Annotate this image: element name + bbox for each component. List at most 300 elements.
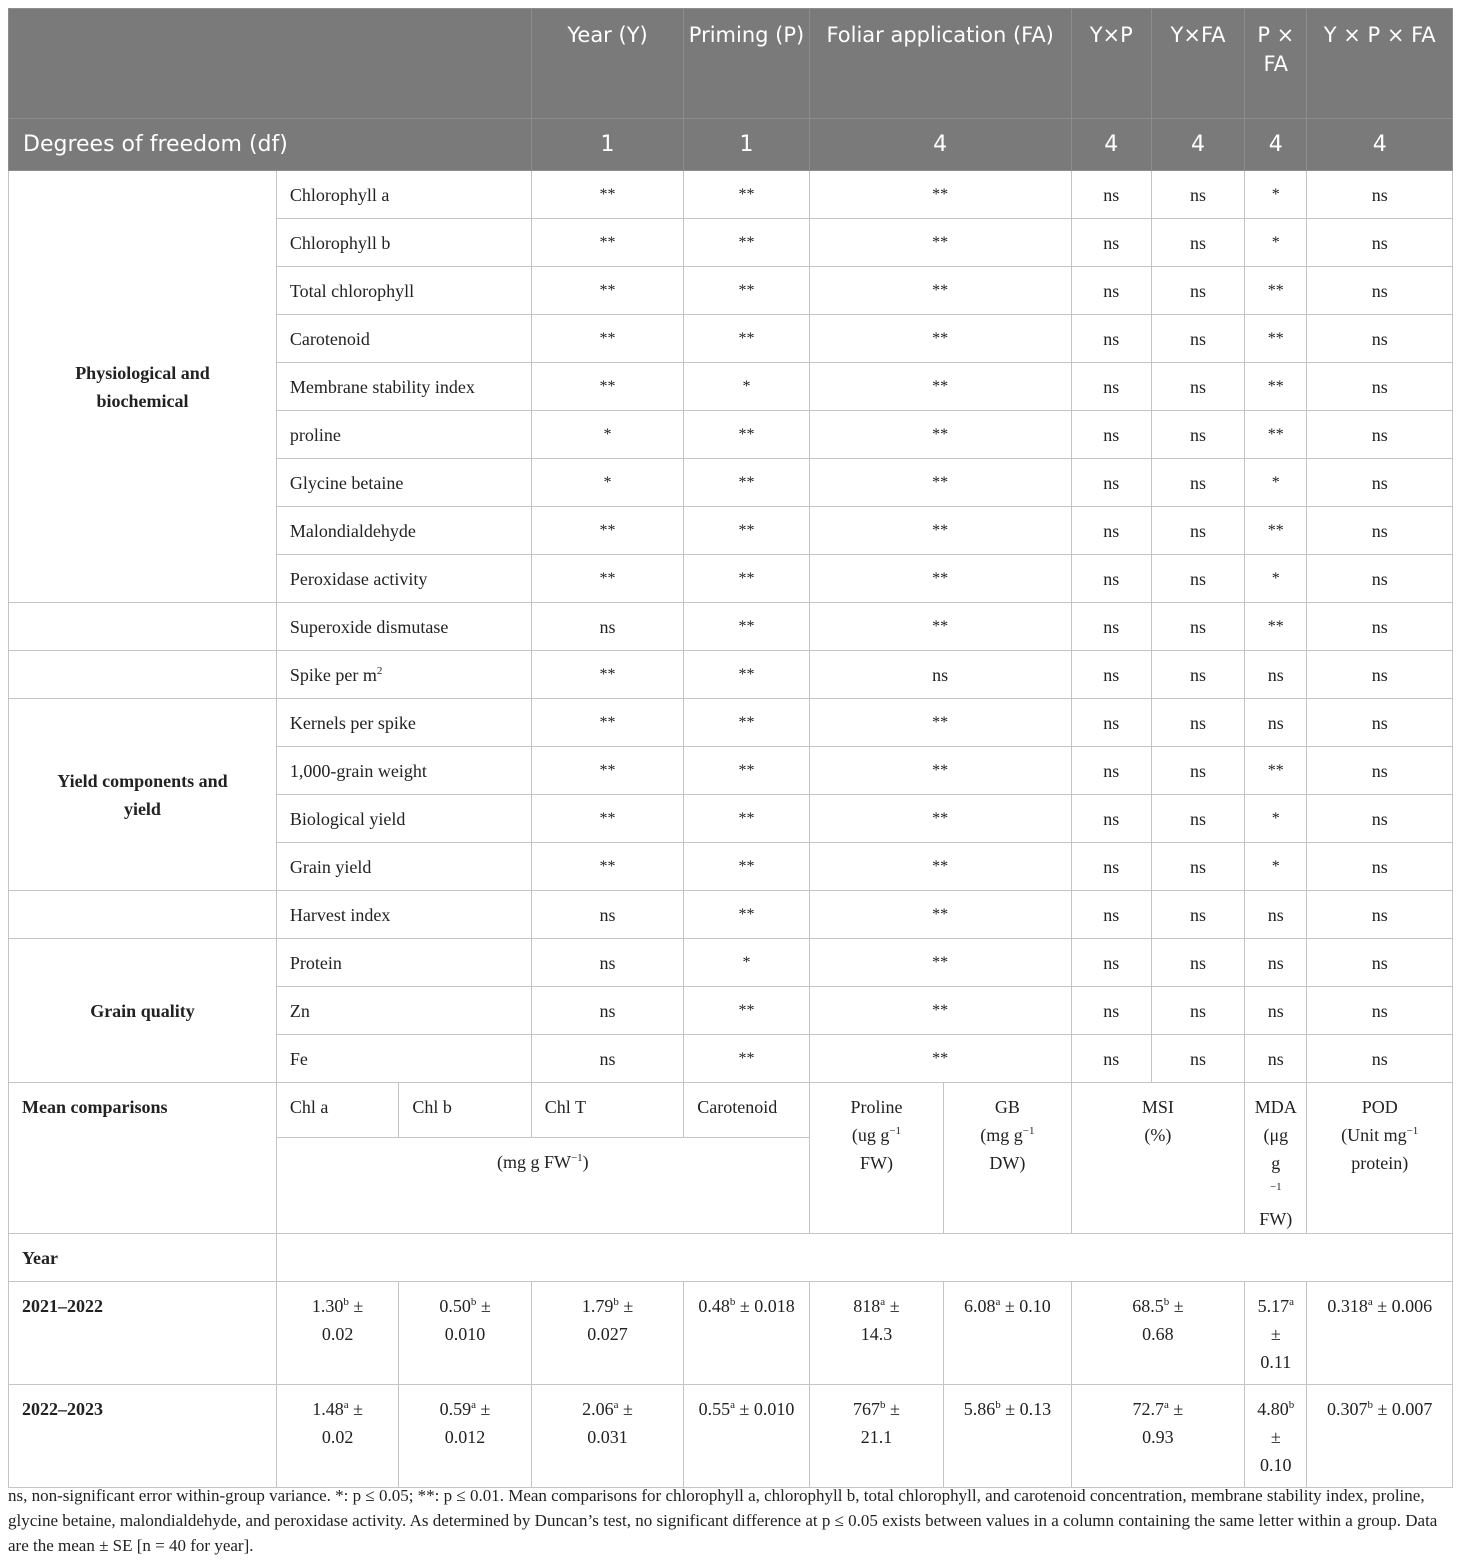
se-value: 0.68 [1142, 1324, 1174, 1344]
letter: b [613, 1296, 619, 1308]
table-row [9, 939, 1453, 987]
sig-cell: ns [1307, 651, 1453, 699]
sig-cell: ns [1071, 603, 1151, 651]
mda-unit-2: g [1271, 1153, 1281, 1173]
variable-name: Glycine betaine [276, 459, 531, 507]
sig-cell: ns [1307, 1035, 1453, 1083]
sig-cell: ** [809, 507, 1071, 555]
pigment-unit [276, 1137, 809, 1233]
sig-cell: ** [809, 603, 1071, 651]
year-label: Year [9, 1234, 277, 1282]
sig-cell: ns [1071, 171, 1151, 219]
mean-cell [1071, 1385, 1245, 1488]
mean-value: 0.48 [698, 1296, 730, 1316]
variable-name: Malondialdehyde [276, 507, 531, 555]
sig-cell: ns [1307, 891, 1453, 939]
table-row [9, 651, 1453, 699]
sig-cell: ns [1151, 459, 1244, 507]
sig-cell: ns [1151, 987, 1244, 1035]
sig-cell: ns [1151, 363, 1244, 411]
pm: ± [348, 1399, 363, 1419]
sig-cell: ** [809, 267, 1071, 315]
sig-cell: ** [531, 267, 684, 315]
pod-unit-2: protein) [1351, 1153, 1409, 1173]
sig-cell: ** [684, 411, 809, 459]
mean-value: 1.48 [312, 1399, 344, 1419]
df-yxp: 4 [1071, 119, 1151, 171]
mean-cell [1307, 1385, 1453, 1488]
sig-cell: ** [684, 747, 809, 795]
mean-value: 2.06 [582, 1399, 614, 1419]
mean-cell [531, 1385, 684, 1488]
sig-cell: ** [531, 555, 684, 603]
sig-cell: ns [1307, 267, 1453, 315]
sig-cell: ** [684, 1035, 809, 1083]
sig-cell: ns [1071, 315, 1151, 363]
proline-unit: (ug g [851, 1125, 890, 1145]
variable-name: 1,000-grain weight [276, 747, 531, 795]
letter: b [343, 1296, 349, 1308]
sig-cell: ns [1071, 699, 1151, 747]
sig-cell: ns [1307, 747, 1453, 795]
header-pxfa: P × FA [1245, 9, 1307, 119]
pigment-unit-close: ) [582, 1151, 589, 1172]
variable-name: Protein [276, 939, 531, 987]
variable-name: Zn [276, 987, 531, 1035]
sig-cell: ** [809, 555, 1071, 603]
mean-col-chlb: Chl b [399, 1083, 531, 1138]
sig-cell: ** [809, 1035, 1071, 1083]
variable-name-text: Spike per m [289, 664, 377, 685]
variable-name: Kernels per spike [276, 699, 531, 747]
mean-value: 818 [853, 1296, 881, 1316]
mean-value: 4.80 [1257, 1399, 1289, 1419]
mean-col-msi [1071, 1083, 1245, 1234]
letter: b [880, 1399, 886, 1411]
header-empty [9, 9, 532, 119]
sig-cell: ** [809, 987, 1071, 1035]
sig-cell: ns [1307, 315, 1453, 363]
sig-cell: ns [1071, 411, 1151, 459]
mean-cell [809, 1282, 943, 1385]
sig-cell: ** [684, 315, 809, 363]
superscript: −1 [1406, 1125, 1419, 1137]
sig-cell: ns [1307, 219, 1453, 267]
pm: ± [1270, 1427, 1281, 1447]
mean-value: 0.50 [439, 1296, 471, 1316]
se-value: 0.027 [587, 1324, 628, 1344]
group-empty [9, 651, 277, 699]
sig-cell: ns [1307, 843, 1453, 891]
header-foliar: Foliar application (FA) [809, 9, 1071, 119]
pm: ± [1270, 1324, 1281, 1344]
sig-cell: ns [1151, 699, 1244, 747]
sig-cell: ** [1245, 315, 1307, 363]
superscript: −1 [1022, 1125, 1035, 1137]
mean-value: 0.318 [1327, 1296, 1368, 1316]
sig-cell: ns [1071, 267, 1151, 315]
df-year: 1 [531, 119, 684, 171]
sig-cell: ns [1071, 795, 1151, 843]
mean-col-proline [809, 1083, 943, 1234]
year-header-empty [276, 1234, 1452, 1282]
mean-cell [1245, 1385, 1307, 1488]
sig-cell: ns [1071, 219, 1151, 267]
mda-unit-3: FW) [1259, 1209, 1293, 1229]
sig-cell: ns [1151, 603, 1244, 651]
table-row [9, 891, 1453, 939]
superscript: −1 [1269, 1181, 1282, 1193]
pm: ± [476, 1399, 491, 1419]
sig-cell: ns [1307, 555, 1453, 603]
pm: ± [476, 1296, 491, 1316]
sig-cell: ns [1245, 651, 1307, 699]
mean-value: 1.79 [581, 1296, 614, 1316]
sig-cell: ns [1151, 795, 1244, 843]
sig-cell: * [1245, 795, 1307, 843]
letter: a [1289, 1296, 1294, 1308]
superscript: 2 [376, 664, 383, 677]
table-footnote: ns, non-significant error within-group variance. *: p ≤ 0.05; **: p ≤ 0.01. Mean comparisons for chlorophyll a, chlorophyll b, total chlorophyll, and carotenoid concentration, membrane stability index, proline, glycine betaine, malondialdehyde, and peroxidase activity. As determined by Duncan’s test, no significant difference at p ≤ 0.05 exists between values in a column containing the same letter within a group. Data are the mean ± SE [n = 40 for year]. [8, 1486, 1438, 1555]
group-physio: Physiological and biochemical [9, 171, 277, 603]
variable-name: Membrane stability index [276, 363, 531, 411]
sig-cell: ** [531, 795, 684, 843]
letter: a [995, 1296, 1001, 1308]
mean-col-gb [944, 1083, 1071, 1234]
sig-cell: * [531, 411, 684, 459]
sig-cell: * [1245, 171, 1307, 219]
se-value: 0.012 [444, 1427, 486, 1447]
pm: ± [618, 1399, 633, 1419]
gb-label: GB [994, 1097, 1020, 1117]
sig-cell: ns [1071, 1035, 1151, 1083]
sig-cell: ns [1307, 699, 1453, 747]
sig-cell: ** [684, 507, 809, 555]
variable-name: Superoxide dismutase [276, 603, 531, 651]
sig-cell: ** [809, 219, 1071, 267]
mean-cell [944, 1385, 1071, 1488]
proline-label: Proline [850, 1097, 903, 1117]
sig-cell: ** [531, 507, 684, 555]
sig-cell: ns [1071, 747, 1151, 795]
se-value: 0.02 [321, 1427, 354, 1447]
variable-name [276, 651, 531, 699]
year-row-label: 2022–2023 [9, 1385, 277, 1488]
letter: b [729, 1296, 736, 1308]
mda-label: MDA [1254, 1097, 1297, 1117]
df-row [9, 119, 1453, 171]
header-row [9, 9, 1453, 119]
sig-cell: ** [531, 219, 684, 267]
df-foliar: 4 [809, 119, 1071, 171]
mean-value: 767 [853, 1399, 880, 1419]
mean-value: 0.55 [698, 1399, 731, 1419]
sig-cell: ** [809, 939, 1071, 987]
sig-cell: ** [531, 699, 684, 747]
se-value: 0.93 [1142, 1427, 1174, 1447]
header-yxp: Y×P [1071, 9, 1151, 119]
mean-col-chlt: Chl T [531, 1083, 684, 1138]
group-empty [9, 603, 277, 651]
pigment-unit-text: (mg g FW [496, 1151, 571, 1172]
letter: a [1164, 1399, 1169, 1411]
sig-cell: ** [531, 747, 684, 795]
sig-cell: ns [1151, 939, 1244, 987]
se-value: 0.010 [444, 1324, 486, 1344]
sig-cell: ** [1245, 507, 1307, 555]
sig-cell: ns [1071, 987, 1151, 1035]
msi-label: MSI [1141, 1097, 1174, 1117]
sig-cell: ns [1307, 171, 1453, 219]
sig-cell: ns [1151, 315, 1244, 363]
mean-header-row [9, 1083, 1453, 1138]
pm: ± [348, 1296, 364, 1316]
year-row [9, 1282, 1453, 1385]
letter: a [1367, 1296, 1373, 1308]
sig-cell: ** [684, 651, 809, 699]
sig-cell: * [684, 939, 809, 987]
sig-cell: ns [1307, 459, 1453, 507]
table-row [9, 603, 1453, 651]
year-row [9, 1385, 1453, 1488]
year-header-row [9, 1234, 1453, 1282]
df-priming: 1 [684, 119, 809, 171]
letter: b [1367, 1399, 1373, 1411]
df-label: Degrees of freedom (df) [9, 119, 532, 171]
se-value: 0.11 [1260, 1352, 1292, 1372]
header-yxpxfa: Y × P × FA [1307, 9, 1453, 119]
sig-cell: ** [531, 315, 684, 363]
sig-cell: ns [531, 987, 684, 1035]
mean-value: 0.59 [439, 1399, 472, 1419]
letter: a [880, 1296, 886, 1308]
year-row-label: 2021–2022 [9, 1282, 277, 1385]
sig-cell: ** [1245, 603, 1307, 651]
sig-cell: ns [1151, 1035, 1244, 1083]
df-yxpxfa: 4 [1307, 119, 1453, 171]
mean-cell [276, 1282, 398, 1385]
letter: b [995, 1399, 1001, 1411]
sig-cell: ns [1307, 939, 1453, 987]
se-value: ± 0.018 [735, 1296, 795, 1316]
sig-cell: ** [684, 219, 809, 267]
mean-col-mda [1245, 1083, 1307, 1234]
variable-name: Harvest index [276, 891, 531, 939]
mean-col-pod [1307, 1083, 1453, 1234]
letter: a [613, 1399, 619, 1411]
sig-cell: ** [684, 555, 809, 603]
anova-table [8, 8, 1453, 1488]
group-yield: Yield components and yield [9, 699, 277, 891]
sig-cell: ** [531, 843, 684, 891]
sig-cell: ** [809, 891, 1071, 939]
variable-name: Peroxidase activity [276, 555, 531, 603]
sig-cell: ns [1151, 891, 1244, 939]
gb-unit-2: DW) [989, 1153, 1026, 1173]
sig-cell: ** [531, 651, 684, 699]
se-value: 14.3 [860, 1324, 893, 1344]
sig-cell: ns [531, 891, 684, 939]
sig-cell: ns [1307, 603, 1453, 651]
mean-value: 6.08 [964, 1296, 996, 1316]
sig-cell: ns [1151, 171, 1244, 219]
sig-cell: ** [684, 891, 809, 939]
sig-cell: ** [809, 363, 1071, 411]
letter: b [470, 1296, 477, 1308]
letter: b [1288, 1399, 1295, 1411]
pm: ± [1168, 1399, 1184, 1419]
sig-cell: ns [531, 1035, 684, 1083]
sig-cell: ns [531, 603, 684, 651]
sig-cell: ns [1151, 651, 1244, 699]
sig-cell: * [1245, 459, 1307, 507]
sig-cell: ns [1071, 363, 1151, 411]
mean-cell [684, 1385, 809, 1488]
sig-cell: ** [684, 267, 809, 315]
sig-cell: ns [1151, 507, 1244, 555]
variable-name: Chlorophyll a [276, 171, 531, 219]
gb-unit: (mg g [980, 1125, 1023, 1145]
superscript: −1 [570, 1151, 583, 1164]
sig-cell: ns [1245, 1035, 1307, 1083]
sig-cell: ** [809, 315, 1071, 363]
variable-name: Chlorophyll b [276, 219, 531, 267]
table-row [9, 171, 1453, 219]
sig-cell: ** [809, 795, 1071, 843]
se-value: 0.031 [587, 1427, 628, 1447]
sig-cell: ** [684, 603, 809, 651]
sig-cell: * [1245, 555, 1307, 603]
sig-cell: ns [1151, 843, 1244, 891]
mean-cell [1307, 1282, 1453, 1385]
header-year: Year (Y) [531, 9, 684, 119]
se-value: ± 0.006 [1372, 1296, 1433, 1316]
mean-cell [399, 1282, 531, 1385]
sig-cell: ns [1307, 507, 1453, 555]
sig-cell: ** [809, 699, 1071, 747]
sig-cell: ns [1071, 891, 1151, 939]
sig-cell: ns [1151, 267, 1244, 315]
variable-name: Total chlorophyll [276, 267, 531, 315]
sig-cell: ** [531, 363, 684, 411]
sig-cell: ** [1245, 363, 1307, 411]
sig-cell: ns [1071, 507, 1151, 555]
se-value: ± 0.007 [1373, 1399, 1433, 1419]
variable-name: Grain yield [276, 843, 531, 891]
proline-unit-2: FW) [859, 1153, 893, 1173]
mean-cell [1071, 1282, 1245, 1385]
sig-cell: ns [1151, 411, 1244, 459]
sig-cell: * [531, 459, 684, 507]
sig-cell: ** [684, 987, 809, 1035]
sig-cell: ns [809, 651, 1071, 699]
sig-cell: ns [1307, 363, 1453, 411]
variable-name: Carotenoid [276, 315, 531, 363]
sig-cell: ns [1071, 843, 1151, 891]
pm: ± [1169, 1296, 1184, 1316]
sig-cell: ns [1245, 987, 1307, 1035]
mean-col-carotenoid: Carotenoid [684, 1083, 809, 1138]
header-yxfa: Y×FA [1151, 9, 1244, 119]
mean-value: 5.17 [1257, 1296, 1290, 1316]
superscript: −1 [889, 1125, 902, 1137]
sig-cell: ns [1245, 939, 1307, 987]
sig-cell: ** [809, 171, 1071, 219]
sig-cell: ** [809, 459, 1071, 507]
sig-cell: ** [1245, 747, 1307, 795]
sig-cell: ns [1071, 555, 1151, 603]
sig-cell: ** [1245, 267, 1307, 315]
table-row [9, 699, 1453, 747]
sig-cell: ** [809, 411, 1071, 459]
sig-cell: ns [1307, 987, 1453, 1035]
sig-cell: ns [1245, 891, 1307, 939]
letter: a [343, 1399, 349, 1411]
letter: a [730, 1399, 735, 1411]
group-empty [9, 891, 277, 939]
letter: a [471, 1399, 477, 1411]
mean-cell [276, 1385, 398, 1488]
group-quality: Grain quality [9, 939, 277, 1083]
sig-cell: ns [1151, 747, 1244, 795]
mean-cell [684, 1282, 809, 1385]
se-value: ± 0.10 [1000, 1296, 1051, 1316]
sig-cell: ** [684, 843, 809, 891]
sig-cell: ** [809, 843, 1071, 891]
df-yxfa: 4 [1151, 119, 1244, 171]
sig-cell: ** [684, 795, 809, 843]
pod-label: POD [1361, 1097, 1398, 1117]
mean-value: 68.5 [1132, 1296, 1164, 1316]
df-pxfa: 4 [1245, 119, 1307, 171]
msi-unit: (%) [1144, 1125, 1172, 1145]
variable-name: Fe [276, 1035, 531, 1083]
sig-cell: ns [1071, 939, 1151, 987]
sig-cell: ** [684, 171, 809, 219]
mean-col-chla: Chl a [276, 1083, 398, 1138]
sig-cell: ns [1151, 555, 1244, 603]
sig-cell: * [1245, 843, 1307, 891]
se-value: 0.10 [1260, 1455, 1292, 1475]
pm: ± [885, 1296, 900, 1316]
letter: b [1163, 1296, 1170, 1308]
mean-cell [531, 1282, 684, 1385]
mean-comparisons-label: Mean comparisons [9, 1083, 277, 1234]
sig-cell: ns [1307, 411, 1453, 459]
sig-cell: ** [684, 699, 809, 747]
sig-cell: ** [809, 747, 1071, 795]
sig-cell: ns [1307, 795, 1453, 843]
sig-cell: * [1245, 219, 1307, 267]
mean-cell [809, 1385, 943, 1488]
sig-cell: ** [531, 171, 684, 219]
mean-cell [1245, 1282, 1307, 1385]
mean-cell [944, 1282, 1071, 1385]
mda-unit: (μg [1263, 1125, 1289, 1145]
mean-value: 72.7 [1132, 1399, 1164, 1419]
variable-name: Biological yield [276, 795, 531, 843]
pm: ± [885, 1399, 900, 1419]
se-value: ± 0.13 [1000, 1399, 1052, 1419]
sig-cell: ns [531, 939, 684, 987]
mean-cell [399, 1385, 531, 1488]
variable-name: proline [276, 411, 531, 459]
sig-cell: ns [1151, 219, 1244, 267]
mean-value: 5.86 [963, 1399, 996, 1419]
header-priming: Priming (P) [684, 9, 809, 119]
mean-value: 1.30 [311, 1296, 344, 1316]
pod-unit: (Unit mg [1341, 1125, 1407, 1145]
